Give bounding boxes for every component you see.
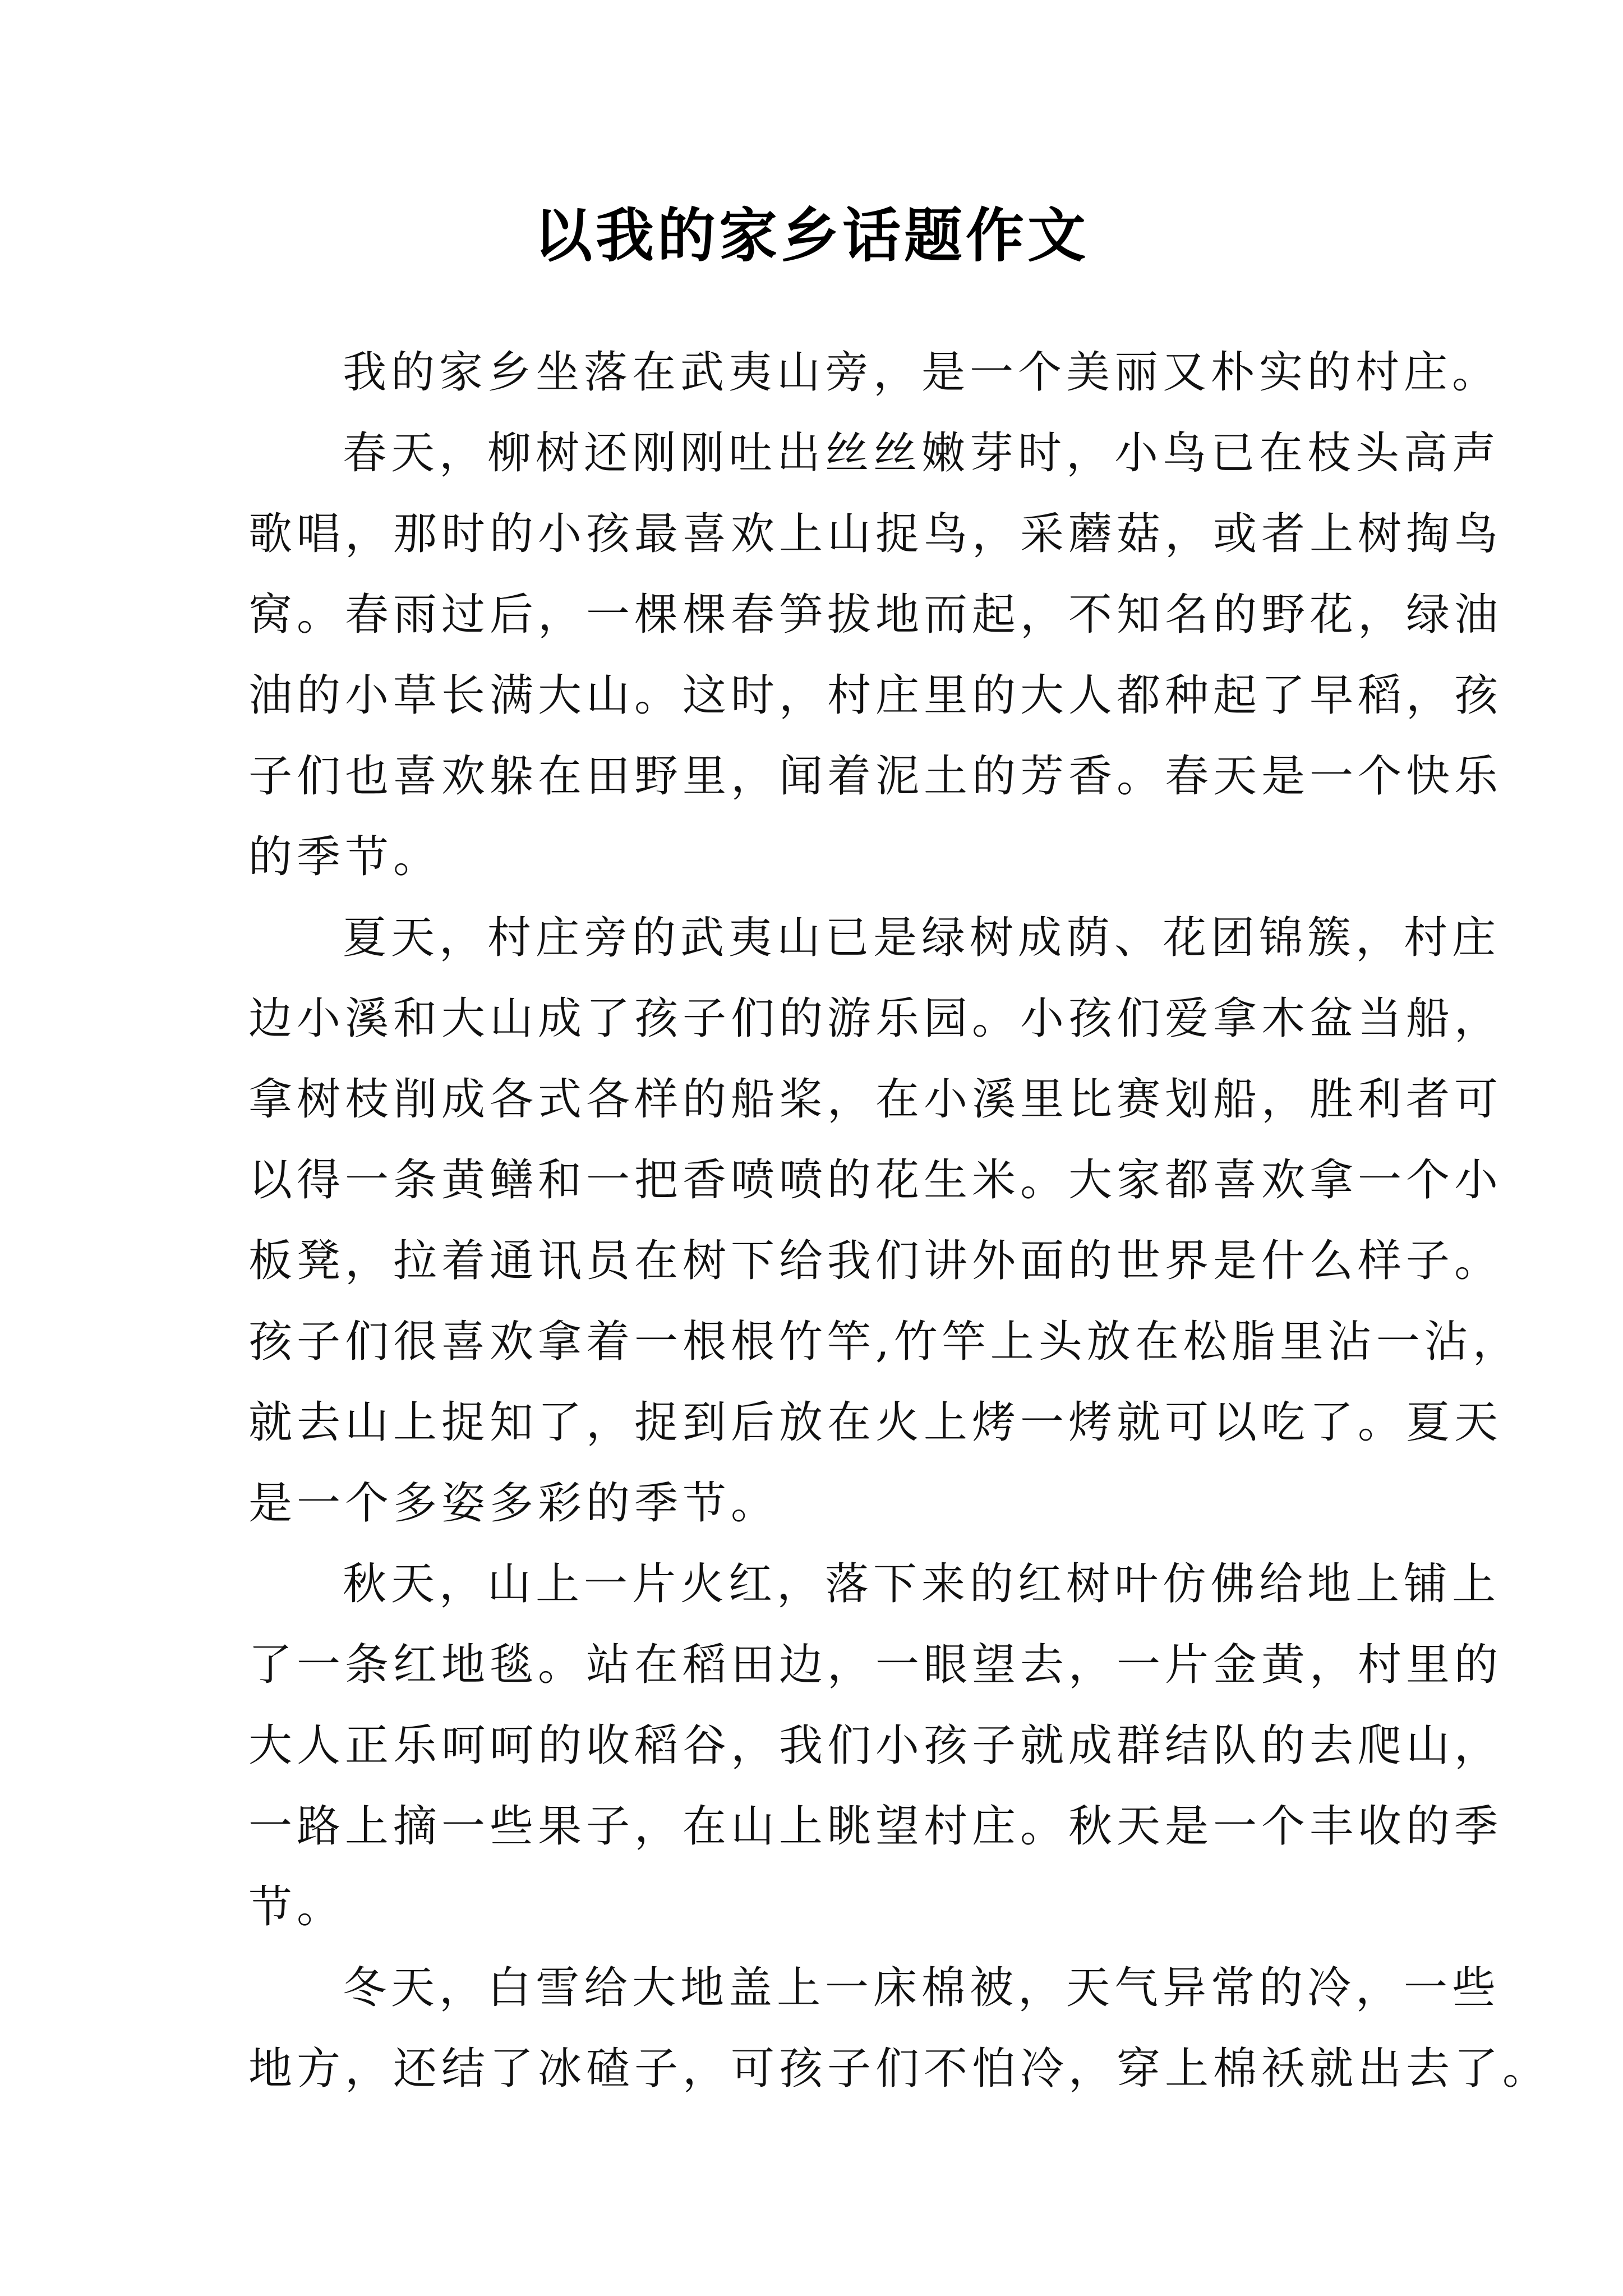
text-line: 是一个多姿多彩的季节。 [248, 1478, 780, 1529]
text-line: 油的小草长满大山。这时，村庄里的大人都种起了早稻，孩 [248, 670, 1503, 721]
text-line: 夏天，村庄旁的武夷山已是绿树成荫、花团锦簇，村庄 [343, 913, 1501, 963]
text-line: 一路上摘一些果子，在山上眺望村庄。秋天是一个丰收的季 [248, 1801, 1503, 1852]
text-line: 拿树枝削成各式各样的船桨，在小溪里比赛划船，胜利者可 [248, 1074, 1503, 1125]
text-line: 就去山上捉知了，捉到后放在火上烤一烤就可以吃了。夏天 [248, 1397, 1503, 1448]
text-line: 地方，还结了冰碴子，可孩子们不怕冷，穿上棉袄就出去了。 [248, 2044, 1551, 2094]
text-line: 了一条红地毯。站在稻田边，一眼望去，一片金黄，村里的 [248, 1640, 1503, 1690]
text-line: 节。 [248, 1882, 345, 1932]
text-line: 秋天，山上一片火红，落下来的红树叶仿佛给地上铺上 [343, 1559, 1501, 1609]
paragraph-intro [248, 332, 1501, 413]
text-line: 春天，柳树还刚刚吐出丝丝嫩芽时，小鸟已在枝头高声 [343, 428, 1501, 478]
paragraph-summer [248, 898, 1521, 1544]
text-line: 大人正乐呵呵的收稻谷，我们小孩子就成群结队的去爬山， [248, 1720, 1503, 1771]
text-line: 子们也喜欢躲在田野里，闻着泥土的芳香。春天是一个快乐 [248, 751, 1503, 802]
document-title: 以我的家乡话题作文 [533, 201, 1089, 270]
text-line: 歌唱，那时的小孩最喜欢上山捉鸟，采蘑菇，或者上树掏鸟 [248, 509, 1503, 559]
text-line: 边小溪和大山成了孩子们的游乐园。小孩们爱拿木盆当船， [248, 993, 1503, 1044]
paragraph-winter [248, 1948, 1551, 2109]
text-line: 板凳，拉着通讯员在树下给我们讲外面的世界是什么样子。 [248, 1236, 1503, 1286]
text-line: 的季节。 [248, 832, 442, 882]
text-line: 以得一条黄鳝和一把香喷喷的花生米。大家都喜欢拿一个小 [248, 1155, 1503, 1205]
text-line: 窝。春雨过后，一棵棵春笋拔地而起，不知名的野花，绿油 [248, 590, 1503, 640]
document-body [248, 332, 1551, 2109]
text-line: 我的家乡坐落在武夷山旁，是一个美丽又朴实的村庄。 [343, 347, 1501, 398]
text-line: 孩子们很喜欢拿着一根根竹竿,竹竿上头放在松脂里沾一沾， [248, 1317, 1521, 1367]
paragraph-autumn [248, 1544, 1503, 1948]
paragraph-spring [248, 413, 1503, 898]
text-line: 冬天，白雪给大地盖上一床棉被，天气异常的冷，一些 [343, 1963, 1501, 2013]
